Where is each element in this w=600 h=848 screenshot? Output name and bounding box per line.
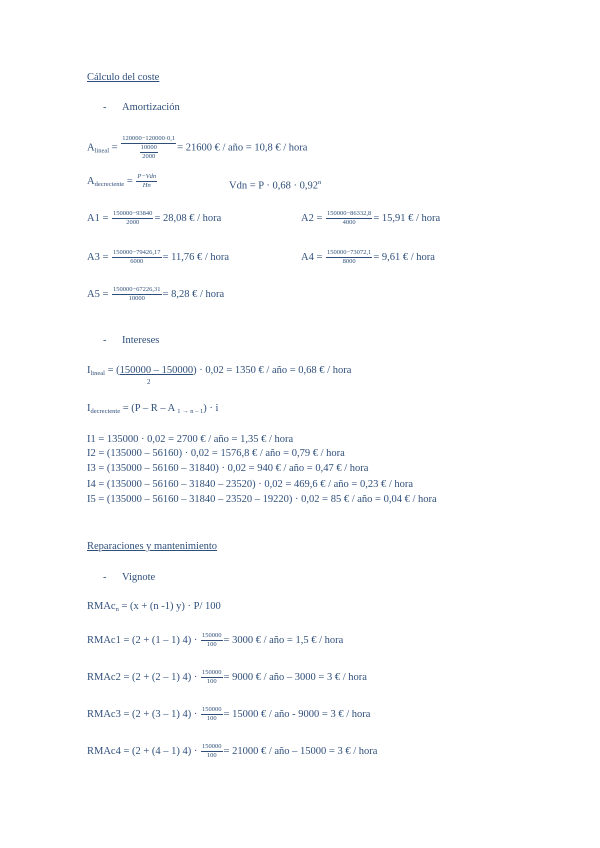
- i-dec-eq-b: ) · i: [203, 403, 219, 414]
- rma-row-rhs: = 3000 € / año = 1,5 € / hora: [223, 634, 344, 646]
- amort-lineal-den-den: 2000: [142, 153, 156, 160]
- a4-den: 8000: [342, 258, 356, 265]
- rma-frac-den: 100: [206, 715, 217, 722]
- a1-num: 150000−93840: [113, 210, 153, 217]
- a5-den: 10000: [128, 295, 145, 302]
- rma-general-sub: n: [115, 606, 119, 613]
- i-lineal-denominator: 2: [147, 378, 151, 386]
- intereses-decreciente-formula: [87, 402, 218, 418]
- a1-fraction: [112, 210, 153, 227]
- interes-row: I4 = (135000 – 56160 – 31840 – 23520) · 0,02 = 469,6 € / año = 0,23 € / hora: [87, 479, 414, 490]
- intereses-lineal-formula: [87, 364, 351, 380]
- amort-lineal-result: = 21600 € / año = 10,8 € / hora: [177, 142, 308, 154]
- a3-result: = 11,76 € / hora: [162, 251, 230, 263]
- amort-a1: [87, 210, 221, 227]
- amort-lineal-den: [121, 144, 176, 161]
- heading-reparaciones: Reparaciones y mantenimiento: [87, 541, 218, 552]
- a3-den: 6000: [130, 258, 144, 265]
- rma-row-rhs: = 15000 € / año - 9000 = 3 € / hora: [223, 708, 371, 720]
- i-lineal-eq: = (: [107, 365, 120, 376]
- rma-fraction: [201, 632, 223, 649]
- amort-lineal-num: 120000−120000·0,1: [122, 135, 176, 142]
- amort-lineal-formula: $A_{lineal}$ = $\frac{120000-120000\cdot 0,1}{\frac{10000}{2000}}$ = 21600 € / año = 10,8 € / hora: [87, 135, 308, 160]
- amort-lineal-den-fraction: [140, 144, 158, 161]
- heading-calculo-coste: Cálculo del coste: [87, 72, 160, 83]
- a5-label: A5 =: [87, 288, 109, 300]
- rma-row: [87, 669, 367, 686]
- amort-dec-eq: =: [126, 175, 133, 187]
- rma-fraction: [201, 706, 223, 723]
- a4-num: 150000−73072,1: [327, 249, 372, 256]
- i-dec-symbol: I: [87, 403, 91, 414]
- rma-row-lhs: RMAc1 = (2 + (1 – 1) 4) ·: [87, 634, 198, 646]
- rma-row-lhs: RMAc3 = (2 + (3 – 1) 4) ·: [87, 708, 198, 720]
- bullet-dash: -: [103, 102, 107, 113]
- amort-lineal-symbol: A: [87, 142, 95, 154]
- amort-lineal-fraction: [121, 135, 176, 161]
- bullet-amortizacion-label: Amortización: [122, 102, 180, 113]
- vdn-sup: n: [317, 179, 322, 186]
- rma-general-symbol: RMAc: [87, 601, 116, 612]
- bullet-dash: -: [103, 335, 107, 346]
- bullet-amortizacion: [103, 101, 180, 114]
- amort-dec-fraction: [136, 173, 157, 190]
- amort-dec-den: Hn: [142, 182, 151, 189]
- i-lineal-numerator: 150000 – 150000: [119, 365, 194, 376]
- a4-fraction: [326, 249, 372, 266]
- interes-row: I5 = (135000 – 56160 – 31840 – 23520 – 19220) · 0,02 = 85 € / año = 0,04 € / hora: [87, 494, 437, 505]
- rma-frac-num: 150000: [202, 706, 222, 713]
- bullet-vignote-label: Vignote: [122, 572, 156, 583]
- a2-fraction: [326, 210, 372, 227]
- i-dec-eq-sub: 1 → n – 1: [177, 408, 204, 415]
- bullet-dash: -: [103, 572, 107, 583]
- a1-result: = 28,08 € / hora: [154, 212, 222, 224]
- rma-general-rest: = (x + (n -1) y) · P/ 100: [118, 601, 221, 612]
- a1-label: A1 =: [87, 212, 109, 224]
- amort-lineal-den-num: 10000: [140, 144, 157, 151]
- rma-row: [87, 743, 377, 760]
- bullet-intereses: [103, 334, 159, 347]
- amort-dec-symbol: A: [87, 175, 95, 187]
- rma-row: [87, 632, 343, 649]
- rma-row-rhs: = 9000 € / año – 3000 = 3 € / hora: [223, 671, 367, 683]
- bullet-intereses-label: Intereses: [122, 335, 160, 346]
- a3-num: 150000−79426,17: [113, 249, 161, 256]
- rma-fraction: [201, 743, 223, 760]
- interes-row: I3 = (135000 – 56160 – 31840) · 0,02 = 940 € / año = 0,47 € / hora: [87, 463, 369, 474]
- rma-frac-den: 100: [206, 641, 217, 648]
- i-lineal-rest: ) · 0,02 = 1350 € / año = 0,68 € / hora: [193, 365, 352, 376]
- rma-general-formula: [87, 600, 221, 616]
- rma-row-lhs: RMAc4 = (2 + (4 – 1) 4) ·: [87, 745, 198, 757]
- a5-fraction: [112, 286, 162, 303]
- a4-result: = 9,61 € / hora: [373, 251, 435, 263]
- a3-label: A3 =: [87, 251, 109, 263]
- amort-decreciente-formula: [87, 173, 158, 191]
- amort-a2: [301, 210, 440, 227]
- rma-frac-den: 100: [206, 678, 217, 685]
- a5-num: 150000−67226,31: [113, 286, 161, 293]
- rma-fraction: [201, 669, 223, 686]
- rma-frac-num: 150000: [202, 743, 222, 750]
- vdn-formula: [229, 176, 321, 193]
- i-lineal-symbol: I: [87, 365, 91, 376]
- amort-lineal-sub: lineal: [94, 147, 110, 155]
- i-dec-sub: decreciente: [90, 408, 121, 415]
- rma-row: [87, 706, 370, 723]
- interes-row: I1 = 135000 · 0,02 = 2700 € / año = 1,35 € / hora: [87, 434, 294, 445]
- interes-row: I2 = (135000 – 56160) · 0,02 = 1576,8 € / año = 0,79 € / hora: [87, 448, 345, 459]
- bullet-vignote: [103, 571, 155, 584]
- a2-result: = 15,91 € / hora: [373, 212, 441, 224]
- rma-frac-num: 150000: [202, 669, 222, 676]
- a2-num: 150000−86332,8: [327, 210, 372, 217]
- a4-label: A4 =: [301, 251, 323, 263]
- amort-a4: [301, 249, 435, 266]
- rma-row-rhs: = 21000 € / año – 15000 = 3 € / hora: [223, 745, 378, 757]
- rma-frac-den: 100: [206, 752, 217, 759]
- amort-a5: [87, 286, 224, 303]
- amort-dec-sub: decreciente: [94, 180, 125, 188]
- amort-a3: [87, 249, 229, 266]
- vdn-text: Vdn = P · 0,68 · 0,92: [229, 180, 318, 192]
- a2-den: 4000: [342, 219, 356, 226]
- i-dec-eq-a: = (P – R – A: [122, 403, 178, 414]
- i-lineal-sub: lineal: [90, 370, 105, 377]
- rma-row-lhs: RMAc2 = (2 + (2 – 1) 4) ·: [87, 671, 198, 683]
- a3-fraction: [112, 249, 162, 266]
- amort-dec-num: P−Vdn: [137, 173, 157, 180]
- a2-label: A2 =: [301, 212, 323, 224]
- a5-result: = 8,28 € / hora: [162, 288, 225, 300]
- a1-den: 2000: [126, 219, 140, 226]
- rma-frac-num: 150000: [202, 632, 222, 639]
